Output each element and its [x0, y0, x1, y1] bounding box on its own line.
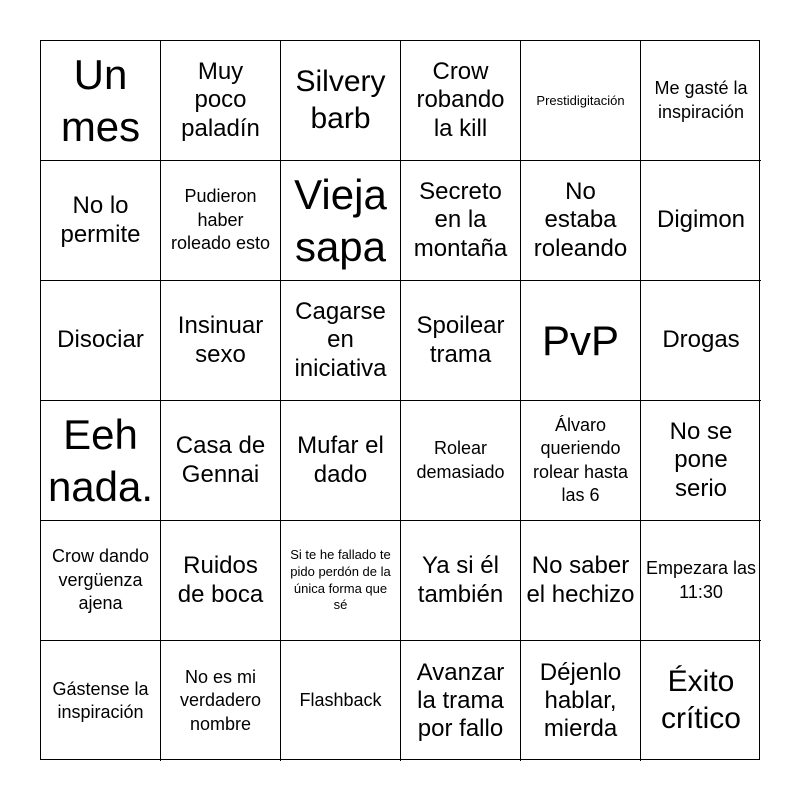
- bingo-cell[interactable]: [161, 641, 281, 761]
- cell-label: Disociar: [57, 326, 144, 354]
- cell-label: Prestidigitación: [536, 92, 625, 108]
- bingo-cell[interactable]: [401, 41, 521, 161]
- cell-label: Me gasté la inspiración: [654, 78, 748, 122]
- cell-label: Avanzar la trama por fallo: [416, 658, 505, 743]
- cell-label: Mufar el dado: [297, 432, 384, 488]
- cell-label: Casa de Gennai: [175, 432, 266, 488]
- cell-label: Gástense la inspiración: [52, 678, 149, 722]
- cell-label: Secreto en la montaña: [413, 178, 508, 262]
- cell-label: Drogas: [662, 326, 740, 354]
- bingo-cell[interactable]: [521, 641, 641, 761]
- cell-label: PvP: [541, 316, 620, 364]
- bingo-cell[interactable]: [281, 521, 401, 641]
- cell-label: Éxito crítico: [660, 665, 741, 735]
- bingo-cell[interactable]: [641, 161, 761, 281]
- bingo-cell[interactable]: [641, 41, 761, 161]
- bingo-board: [40, 40, 760, 760]
- bingo-cell[interactable]: [161, 521, 281, 641]
- cell-label: Muy poco paladín: [181, 58, 260, 142]
- bingo-cell[interactable]: [41, 401, 161, 521]
- cell-label: No lo permite: [60, 192, 141, 248]
- cell-label: No se pone serio: [669, 418, 733, 502]
- cell-label: Ruidos de boca: [177, 552, 264, 608]
- bingo-cell[interactable]: [641, 641, 761, 761]
- cell-label: Déjenlo hablar, mierda: [539, 658, 622, 743]
- cell-label: Silvery barb: [295, 64, 386, 135]
- bingo-cell[interactable]: [281, 641, 401, 761]
- bingo-cell[interactable]: [281, 41, 401, 161]
- bingo-cell[interactable]: [521, 401, 641, 521]
- bingo-cell[interactable]: [521, 41, 641, 161]
- bingo-cell[interactable]: [521, 281, 641, 401]
- bingo-cell[interactable]: [521, 161, 641, 281]
- cell-label: Insinuar sexo: [177, 312, 264, 368]
- cell-label: Rolear demasiado: [416, 438, 505, 482]
- cell-label: Cagarse en iniciativa: [294, 298, 387, 382]
- cell-label: Empezara las 11:30: [645, 558, 757, 602]
- bingo-cell[interactable]: [401, 521, 521, 641]
- bingo-cell[interactable]: [41, 161, 161, 281]
- cell-label: Si te he fallado te pido perdón de la única forma que sé: [290, 546, 391, 613]
- cell-label: Álvaro queriendo rolear hasta las 6: [532, 414, 629, 505]
- bingo-cell[interactable]: [281, 281, 401, 401]
- cell-label: Pudieron haber roleado esto: [170, 186, 271, 254]
- bingo-cell[interactable]: [281, 401, 401, 521]
- bingo-cell[interactable]: [641, 281, 761, 401]
- bingo-cell[interactable]: [401, 281, 521, 401]
- cell-label: Spoilear trama: [416, 312, 505, 368]
- cell-label: Flashback: [299, 690, 382, 711]
- cell-label: Digimon: [656, 206, 746, 234]
- cell-label: No estaba roleando: [533, 178, 628, 262]
- cell-label: No es mi verdadero nombre: [179, 666, 262, 734]
- bingo-cell[interactable]: [521, 521, 641, 641]
- bingo-cell[interactable]: [641, 401, 761, 521]
- cell-label: Crow robando la kill: [416, 58, 505, 142]
- cell-label: Vieja sapa: [294, 171, 387, 270]
- cell-label: No saber el hechizo: [526, 552, 635, 608]
- bingo-cell[interactable]: [161, 281, 281, 401]
- bingo-cell[interactable]: [281, 161, 401, 281]
- bingo-cell[interactable]: [401, 641, 521, 761]
- bingo-cell[interactable]: [401, 161, 521, 281]
- cell-label: Ya si él también: [417, 552, 504, 608]
- cell-label: Un mes: [60, 51, 141, 150]
- cell-label: Crow dando vergüenza ajena: [51, 546, 150, 614]
- bingo-cell[interactable]: [401, 401, 521, 521]
- cell-label: Eeh nada.: [47, 411, 154, 510]
- bingo-cell[interactable]: [41, 641, 161, 761]
- bingo-cell[interactable]: [41, 521, 161, 641]
- bingo-cell[interactable]: [161, 41, 281, 161]
- bingo-cell[interactable]: [161, 401, 281, 521]
- bingo-cell[interactable]: [641, 521, 761, 641]
- bingo-cell[interactable]: [41, 281, 161, 401]
- bingo-cell[interactable]: [161, 161, 281, 281]
- bingo-cell[interactable]: [41, 41, 161, 161]
